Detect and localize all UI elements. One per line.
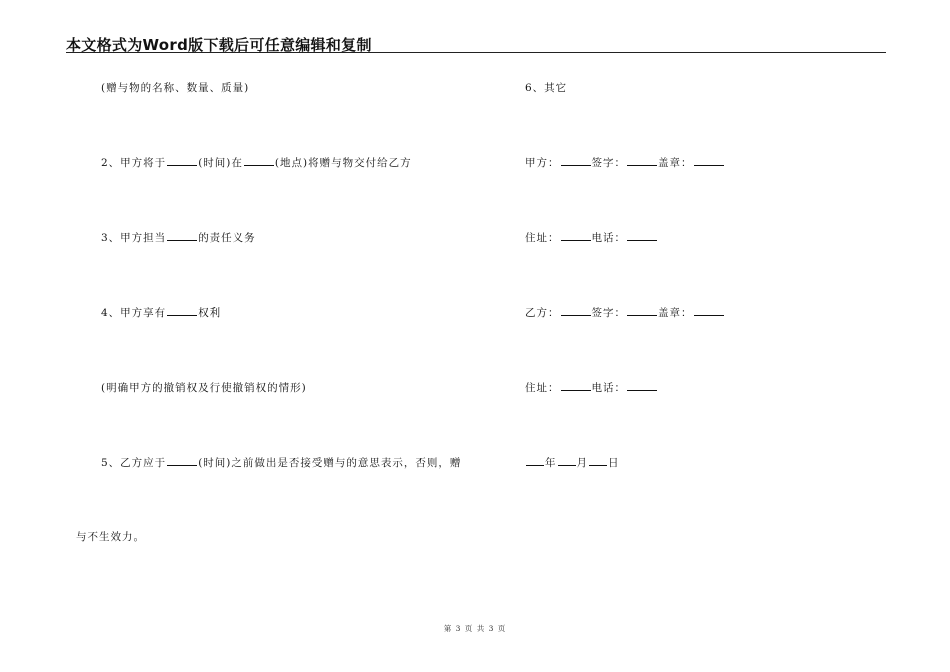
- clause-4-part-b: 权利: [198, 307, 222, 319]
- clause-5: [101, 455, 461, 470]
- party-a-label: 甲方：: [525, 157, 560, 169]
- clause-6: 6、其它: [525, 82, 568, 94]
- blank-field: [627, 230, 657, 241]
- clause-5-part-a: 5、乙方应于: [101, 457, 167, 469]
- blank-field: [561, 230, 591, 241]
- blank-field: [694, 155, 724, 166]
- blank-field: [167, 455, 197, 466]
- party-b-sign-label: 签字：: [591, 307, 626, 319]
- blank-field: [167, 155, 197, 166]
- month-label: 月: [576, 457, 588, 469]
- blank-field: [167, 230, 197, 241]
- blank-field: [627, 380, 657, 391]
- clause-5-continuation: 与不生效力。: [76, 531, 145, 543]
- clause-3: [101, 230, 256, 245]
- gift-description-note: (赠与物的名称、数量、质量): [101, 82, 250, 94]
- header-rule: [66, 52, 886, 53]
- blank-field: [627, 155, 657, 166]
- blank-field: [561, 380, 591, 391]
- party-b-signature-line: [525, 305, 725, 320]
- clause-2-part-a: 2、甲方将于: [101, 157, 167, 169]
- blank-field: [627, 305, 657, 316]
- party-b-seal-label: 盖章：: [658, 307, 693, 319]
- clause-4: [101, 305, 221, 320]
- address-label: 住址：: [525, 232, 560, 244]
- party-b-label: 乙方：: [525, 307, 560, 319]
- page-number-footer: 第 3 页 共 3 页: [443, 624, 507, 633]
- clause-2-part-b: (时间)在: [198, 157, 243, 169]
- address-label: 住址：: [525, 382, 560, 394]
- clause-2-part-c: (地点)将赠与物交付给乙方: [274, 157, 412, 169]
- clause-2: [101, 155, 412, 170]
- clause-3-part-a: 3、甲方担当: [101, 232, 167, 244]
- blank-field: [561, 305, 591, 316]
- blank-field: [561, 155, 591, 166]
- party-a-seal-label: 盖章：: [658, 157, 693, 169]
- blank-field: [526, 455, 544, 466]
- party-b-address-line: [525, 380, 658, 395]
- blank-field: [589, 455, 607, 466]
- blank-field: [694, 305, 724, 316]
- party-a-address-line: [525, 230, 658, 245]
- party-a-signature-line: [525, 155, 725, 170]
- document-header-title: 本文格式为Word版下载后可任意编辑和复制: [66, 36, 372, 54]
- party-a-sign-label: 签字：: [591, 157, 626, 169]
- phone-label: 电话：: [591, 382, 626, 394]
- clause-3-part-b: 的责任义务: [198, 232, 256, 244]
- year-label: 年: [545, 457, 557, 469]
- blank-field: [244, 155, 274, 166]
- blank-field: [167, 305, 197, 316]
- blank-field: [558, 455, 576, 466]
- date-line: [525, 455, 620, 470]
- day-label: 日: [608, 457, 620, 469]
- phone-label: 电话：: [591, 232, 626, 244]
- clause-5-part-b: (时间)之前做出是否接受赠与的意思表示，否则，赠: [198, 457, 462, 469]
- clause-4-part-a: 4、甲方享有: [101, 307, 167, 319]
- revocation-note: (明确甲方的撤销权及行使撤销权的情形): [101, 382, 307, 394]
